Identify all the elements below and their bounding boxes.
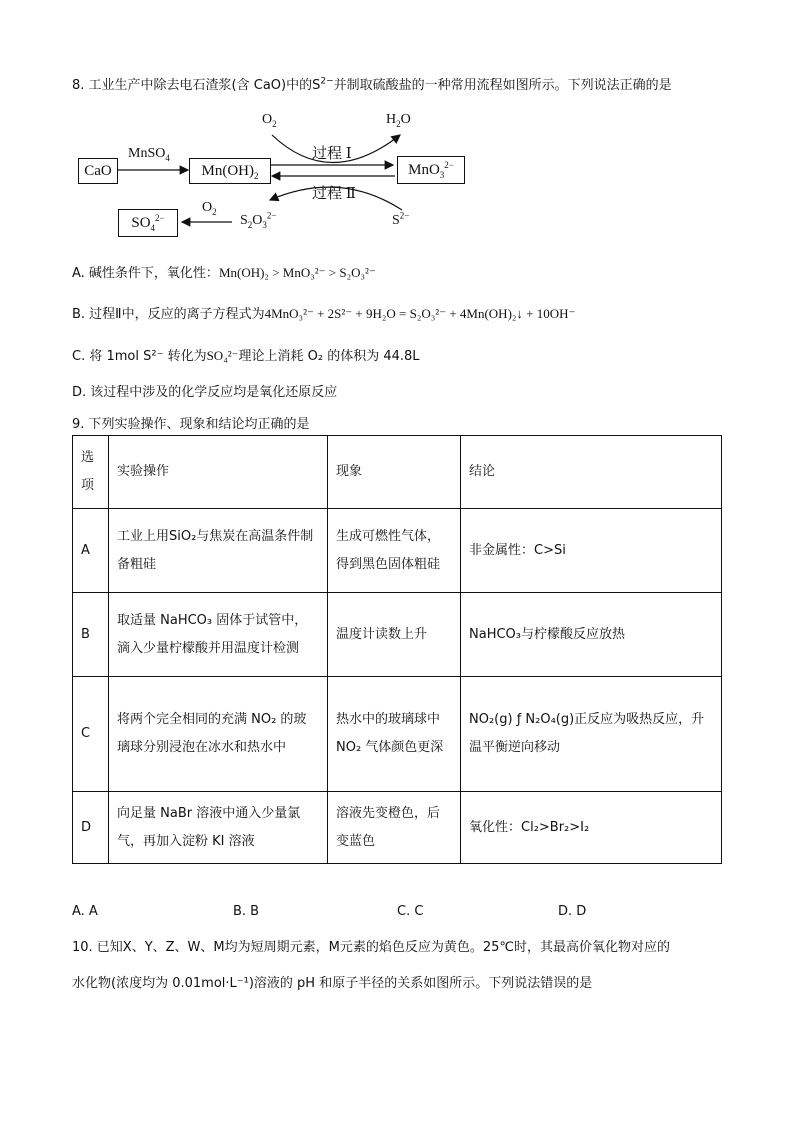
q10-line2: 水化物(浓度均为 0.01mol·L⁻¹)溶液的 pH 和原子半径的关系如图所示。下列说法错误的是 [72, 976, 593, 991]
q8-option-d: D. 该过程中涉及的化学反应均是氧化还原反应 [72, 385, 338, 400]
cell-option: C [73, 677, 109, 792]
cell-operation: 向足量 NaBr 溶液中通入少量氯气，再加入淀粉 KI 溶液 [109, 792, 328, 864]
q9-stem: 9. 下列实验操作、现象和结论均正确的是 [72, 417, 310, 432]
q9-choice-d: D. D [558, 904, 587, 919]
label-process2: 过程 Ⅱ [312, 186, 356, 202]
q9-choice-a: A. A [72, 904, 98, 919]
box-cao: CaO [78, 158, 118, 184]
cell-operation: 工业上用SiO₂与焦炭在高温条件制备粗硅 [109, 509, 328, 593]
cell-option: A [73, 509, 109, 593]
q8-option-c: C. 将 1mol S²⁻ 转化为SO₄²⁻理论上消耗 O₂ 的体积为 44.8L [72, 348, 420, 364]
q9-choice-b: B. B [233, 904, 260, 919]
q8-stem-sup: 2− [320, 76, 334, 87]
cell-conclusion: 非金属性：C>Si [461, 509, 722, 593]
table-row [73, 509, 722, 593]
q8-stem-part2: 并制取硫酸盐的一种常用流程如图所示。下列说法正确的是 [333, 78, 672, 93]
cell-conclusion: NaHCO₃与柠檬酸反应放热 [461, 593, 722, 677]
q8-option-a: A. 碱性条件下，氧化性：Mn(OH)₂ > MnO₃²⁻ > S₂O₃²⁻ [72, 265, 376, 281]
cell-phenomenon: 温度计读数上升 [328, 593, 461, 677]
cell-phenomenon: 生成可燃性气体，得到黑色固体粗硅 [328, 509, 461, 593]
cell-operation: 将两个完全相同的充满 NO₂ 的玻璃球分别浸泡在冰水和热水中 [109, 677, 328, 792]
q10-line1: 10. 已知X、Y、Z、W、M均为短周期元素，M元素的焰色反应为黄色。25℃时，其最高价氧化物对应的 [72, 940, 670, 955]
label-s2: $S^{2-}$ [392, 210, 410, 228]
header-operation: 实验操作 [109, 436, 328, 509]
cell-conclusion: 氧化性：Cl₂>Br₂>I₂ [461, 792, 722, 864]
label-process1: 过程 Ⅰ [312, 146, 352, 162]
q8-option-b: B. 过程Ⅱ中，反应的离子方程式为4MnO₃²⁻ + 2S²⁻ + 9H₂O = S₂O₃²⁻ + 4Mn(OH)₂↓ + 10OH⁻ [72, 306, 576, 322]
label-o2-bottom: $O_2$ [202, 200, 217, 217]
table-row [73, 792, 722, 864]
table-row [73, 677, 722, 792]
q9-table [72, 435, 722, 864]
cell-phenomenon: 溶液先变橙色，后变蓝色 [328, 792, 461, 864]
header-option: 选项 [73, 436, 109, 509]
cell-option: D [73, 792, 109, 864]
box-so4: $SO_4^{2-}$ [118, 209, 178, 237]
label-o2-top: $O_2$ [262, 112, 277, 129]
label-s2o3: $S_2O_3^{2-}$ [240, 210, 277, 230]
cell-phenomenon: 热水中的玻璃球中 NO₂ 气体颜色更深 [328, 677, 461, 792]
header-phenomenon: 现象 [328, 436, 461, 509]
label-mnso4: MnSO$_4$ [128, 146, 170, 163]
cell-operation: 取适量 NaHCO₃ 固体于试管中，滴入少量柠檬酸并用温度计检测 [109, 593, 328, 677]
cell-conclusion: NO₂(g) ƒ N₂O₄(g)正反应为吸热反应，升温平衡逆向移动 [461, 677, 722, 792]
box-mnoh2: $Mn(OH)_2$ [189, 158, 271, 184]
box-mno3: MnO$_3^{2-}$ [397, 156, 465, 184]
label-h2o: $H_2O$ [386, 112, 411, 129]
q8-stem-part1: 8. 工业生产中除去电石渣浆(含 CaO)中的S [72, 78, 321, 93]
q9-choice-c: C. C [397, 904, 424, 919]
cell-option: B [73, 593, 109, 677]
table-header-row [73, 436, 722, 509]
header-conclusion: 结论 [461, 436, 722, 509]
table-row [73, 593, 722, 677]
